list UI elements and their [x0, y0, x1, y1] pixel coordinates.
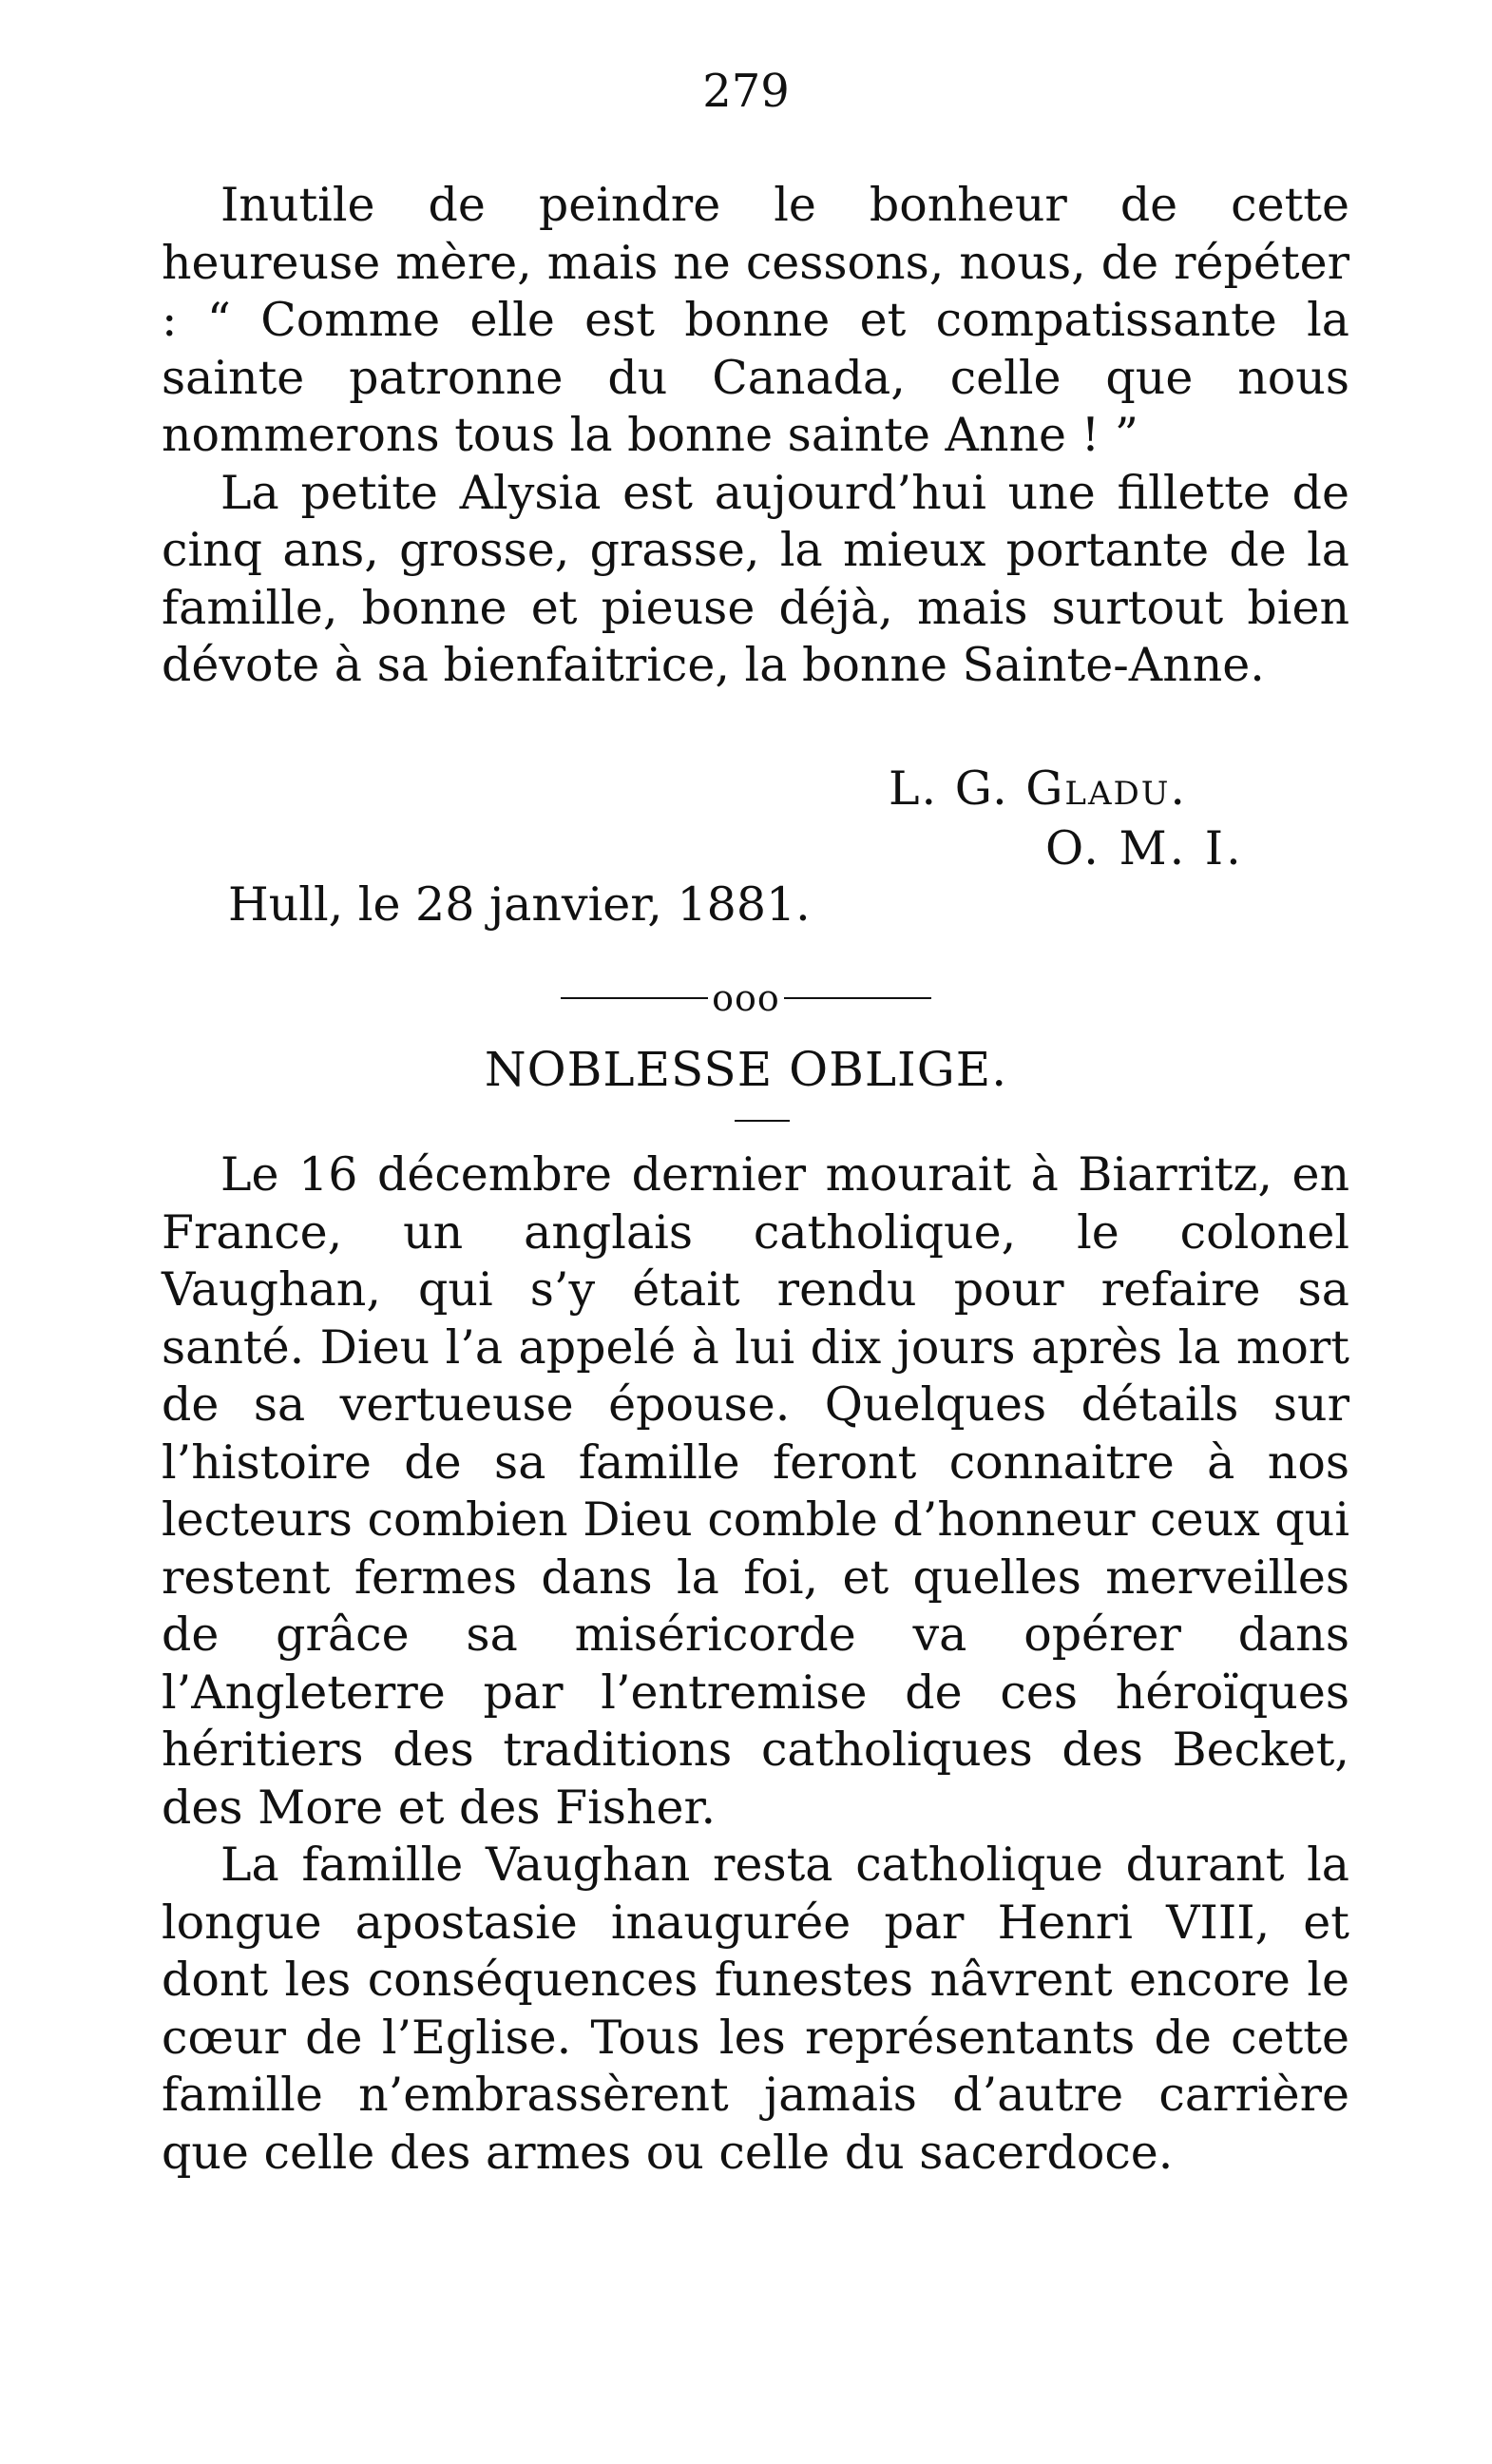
- body-paragraph: Le 16 décembre dernier mourait à Biarritz, en France, un anglais catholique, le colonel Vaughan, qui s’y était rendu pour refaire sa santé. Dieu l’a appelé à lui dix jours après la mort de sa vertueuse épouse. Quelques détails sur l’histoire de sa famille feront connaitre à nos lecteurs combien Dieu comble d’honneur ceux qui restent fermes dans la foi, et quelles merveilles de grâce sa miséricorde va opérer dans l’Angleterre par l’entremise de ces héroïques héritiers des traditions catholiques des Becket, des More et des Fisher.: [162, 1147, 1349, 1835]
- signature-order: O. M. I.: [1045, 821, 1244, 876]
- body-paragraph: La famille Vaughan resta catholique durant la longue apostasie inaugurée par Henri VIII, et dont les conséquences funestes nâvrent encore le cœur de l’Eglise. Tous les représentants de cette famille n’embrassèrent jamais d’autre carrière que celle des armes ou celle du sacerdoce.: [162, 1838, 1349, 2180]
- intro-paragraph: La petite Alysia est aujourd’hui une fillette de cinq ans, grosse, grasse, la mieux portante de la famille, bonne et pieuse déjà, mais surtout bien dévote à sa bienfaitrice, la bonne Sainte-Anne.: [162, 465, 1349, 692]
- separator-rule-right: [784, 997, 931, 999]
- separator-rule-left: [561, 997, 708, 999]
- article-body: [162, 1146, 1349, 2182]
- intro-text: [162, 177, 1349, 695]
- signature-name: L. G. Gladu.: [889, 761, 1188, 816]
- intro-paragraph: Inutile de peindre le bonheur de cette heureuse mère, mais ne cessons, nous, de répéter : “ Comme elle est bonne et compatissante la sainte patronne du Canada, celle que nous nommerons tous la bonne sainte Anne ! ”: [162, 178, 1349, 462]
- separator-mark: ooo: [712, 976, 780, 1019]
- section-title: NOBLESSE OBLIGE.: [484, 1042, 1008, 1097]
- dateline: Hull, le 28 janvier, 1881.: [228, 877, 811, 932]
- title-dash: [735, 1120, 790, 1122]
- section-separator: [0, 976, 1492, 1019]
- page-number: 279: [702, 65, 790, 118]
